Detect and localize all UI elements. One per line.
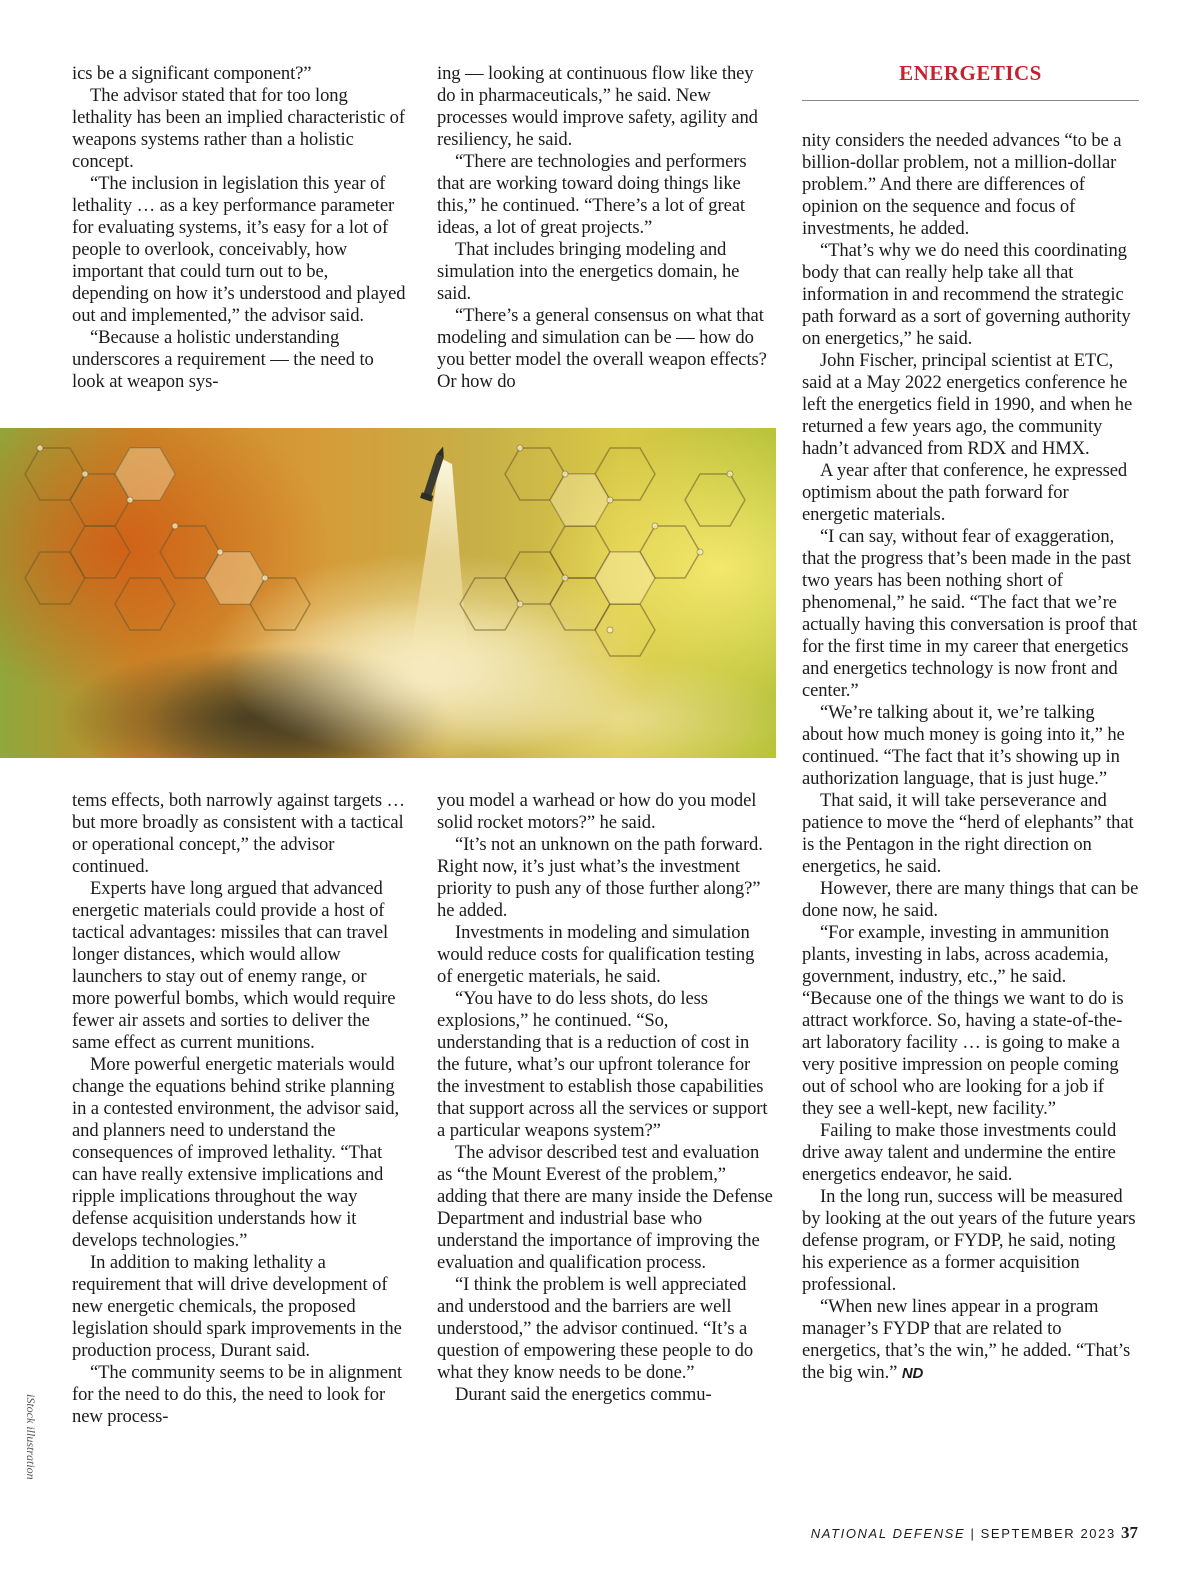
paragraph: ing — looking at continuous flow like they do in pharmaceuticals,” he said. New processes would improve safety, agility and resiliency, he said. (437, 63, 758, 150)
paragraph: Durant said the energetics commu- (455, 1384, 712, 1405)
paragraph: That includes bringing modeling and simulation into the energetics domain, he said. (437, 239, 740, 304)
paragraph: ics be a significant component?” (72, 63, 312, 84)
paragraph: “There are technologies and performers that are working toward doing things like this,” he continued. “There’s a lot of great ideas, a lot of great projects.” (437, 151, 747, 238)
paragraph: The advisor stated that for too long lethality has been an implied characteristic of weapons systems rather than a holistic concept. (72, 85, 405, 172)
paragraph: Failing to make those investments could drive away talent and undermine the entire energetics endeavor, he said. (802, 1120, 1117, 1185)
paragraph: “The community seems to be in alignment for the need to do this, the need to look for new process- (72, 1362, 403, 1427)
paragraph: “That’s why we do need this coordinating body that can really help take all that information in and recommend the strategic path forward as a sort of governing authority on energetics,” he said. (802, 240, 1131, 349)
section-header (802, 60, 1139, 101)
paragraph: In addition to making lethality a requirement that will drive development of new energetic chemicals, the proposed legislation should spark improvements in the production process, Durant said. (72, 1252, 402, 1361)
section-header-label: ENERGETICS (899, 61, 1042, 85)
paragraph: “It’s not an unknown on the path forward. Right now, it’s just what’s the investment priority to push any of those further along?” he added. (437, 834, 763, 921)
paragraph: “There’s a general consensus on what that modeling and simulation can be — how do you better model the overall weapon effects? Or how do (437, 305, 767, 392)
photo-credit-text: iStock illustration (24, 1394, 38, 1480)
paragraph: “We’re talking about it, we’re talking about how much money is going into it,” he continued. “The fact that it’s showing up in authorization language, that is just huge.” (802, 702, 1125, 789)
missile-launch-illustration (0, 428, 776, 758)
paragraph: “I think the problem is well appreciated and understood and the barriers are well understood,” the advisor continued. “It’s a question of empowering these people to do what they know needs to be done.” (437, 1274, 754, 1383)
paragraph: A year after that conference, he expressed optimism about the path forward for energetic materials. (802, 460, 1128, 525)
paragraph: More powerful energetic materials would change the equations behind strike planning in a contested environment, the advisor said, and planners need to understand the consequences of improved lethality. “That can have really extensive implications and ripple implications throughout the way defense acquisition understands how it develops technologies.” (72, 1054, 400, 1251)
paragraph: Investments in modeling and simulation would reduce costs for qualification testing of energetic materials, he said. (437, 922, 755, 987)
column-1-top (72, 63, 408, 393)
paragraph: That said, it will take perseverance and patience to move the “herd of elephants” that is the Pentagon in the right direction on energetics, he said. (802, 790, 1134, 877)
paragraph: you model a warhead or how do you model solid rocket motors?” he said. (437, 790, 757, 833)
page-footer (811, 1523, 1138, 1547)
column-3 (802, 130, 1139, 1385)
paragraph: Experts have long argued that advanced energetic materials could provide a host of tactical advantages: missiles that can travel longer distances, which would allow launchers to stay out of enemy range, or more powerful bombs, which would require fewer air assets and sorties to deliver the same effect as current munitions. (72, 878, 396, 1053)
paragraph: “For example, investing in ammunition plants, investing in labs, across academia, government, industry, etc.,” he said. “Because one of the things we want to do is attract workforce. So, having a state-of-the-art laboratory facility … is going to make a very positive impression on people coming out of school who are looking for a job if they see a well-kept, new facility.” (802, 922, 1124, 1119)
rocket-plume (410, 458, 468, 658)
issue-date: SEPTEMBER 2023 (980, 1526, 1116, 1541)
paragraph: “Because a holistic understanding underscores a requirement — the need to look at weapon sys- (72, 327, 374, 392)
paragraph-final (802, 1296, 1139, 1385)
paragraph: nity considers the needed advances “to be a billion-dollar problem, not a million-dollar problem.” And there are differences of opinion on the sequence and focus of investments, he added. (802, 130, 1122, 239)
column-2-bottom (437, 790, 773, 1406)
paragraph: tems effects, both narrowly against targets … but more broadly as consistent with a tactical or operational concept,” the advisor continued. (72, 790, 406, 877)
column-1-bottom (72, 790, 408, 1428)
column-2-top (437, 63, 773, 393)
photo-credit (24, 1394, 44, 1480)
paragraph: “The inclusion in legislation this year of lethality … as a key performance parameter for evaluating systems, it’s easy for a lot of people to overlook, conceivably, how important that could turn out to be, depending on how it’s understood and played out and implemented,” the advisor said. (72, 173, 406, 326)
paragraph: In the long run, success will be measured by looking at the out years of the future years defense program, or FYDP, he said, noting his experience as a former acquisition professional. (802, 1186, 1136, 1295)
paragraph: John Fischer, principal scientist at ETC, said at a May 2022 energetics conference he left the energetics field in 1990, and when he returned a few years ago, the community hadn’t advanced from RDX and HMX. (802, 350, 1133, 459)
paragraph: “I can say, without fear of exaggeration, that the progress that’s been made in the past two years has been nothing short of phenomenal,” he said. “The fact that we’re actually having this conversation is proof that for the first time in my career that energetics and energetics technology is now front and center.” (802, 526, 1138, 701)
final-paragraph-text: “When new lines appear in a program manager’s FYDP that are related to energetics, that’s the win,” he added. “That’s the big win.” (802, 1296, 1131, 1383)
paragraph: The advisor described test and evaluation as “the Mount Everest of the problem,” adding that there are many inside the Defense Department and industrial base who understand the importance of improving the evaluation and qualification process. (437, 1142, 773, 1273)
footer-separator: | (970, 1526, 976, 1541)
page-number: 37 (1121, 1523, 1138, 1542)
paragraph: However, there are many things that can be done now, he said. (802, 878, 1139, 921)
illustration-graphic (0, 428, 776, 758)
nd-signoff: ND (901, 1365, 924, 1382)
paragraph: “You have to do less shots, do less explosions,” he continued. “So, understanding that is a reduction of cost in the future, what’s our upfront tolerance for the investment to establish those capabilities that support across all the services or support a particular weapons system?” (437, 988, 768, 1141)
publication-name: NATIONAL DEFENSE (810, 1526, 966, 1541)
